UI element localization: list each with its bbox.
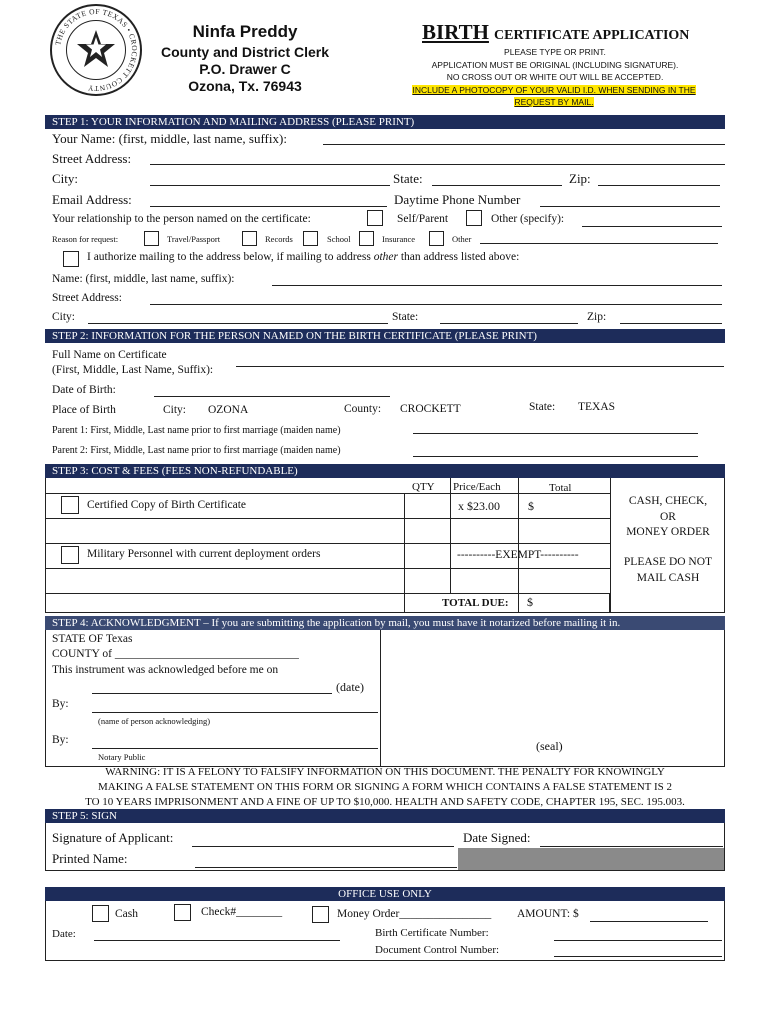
full-name-sublabel: (First, Middle, Last Name, Suffix):: [52, 364, 214, 376]
parent2-field[interactable]: [413, 456, 698, 457]
phone-label: Daytime Phone Number: [394, 192, 521, 207]
office-cash-label: Cash: [115, 908, 138, 920]
street-field[interactable]: [150, 164, 725, 165]
certified-copy-label: Certified Copy of Birth Certificate: [87, 499, 247, 511]
step5-bar: STEP 5: SIGN: [45, 809, 725, 823]
form-title-birth: BIRTH: [422, 20, 489, 44]
office-doc-number-field[interactable]: [554, 956, 722, 957]
notary-public-caption: Notary Public: [98, 752, 146, 762]
date-signed-label: Date Signed:: [463, 830, 531, 845]
office-cash-checkbox[interactable]: [92, 905, 109, 922]
self-parent-label: Self/Parent: [397, 213, 449, 225]
zip-label: Zip:: [569, 171, 591, 186]
step2-bar: STEP 2: INFORMATION FOR THE PERSON NAMED ON THE BIRTH CERTIFICATE (PLEASE PRINT): [45, 329, 725, 343]
seal-star-icon: [52, 6, 140, 94]
clerk-address-line2: Ozona, Tx. 76943: [188, 78, 302, 94]
city-label: City:: [52, 171, 79, 186]
office-money-order-checkbox[interactable]: [312, 906, 329, 923]
school-label: School: [327, 234, 351, 244]
county-seal-logo: [50, 4, 142, 96]
self-parent-checkbox[interactable]: [367, 210, 383, 226]
office-date-field[interactable]: [94, 940, 340, 941]
other-reason-field[interactable]: [480, 243, 718, 244]
authorize-mailing-checkbox[interactable]: [63, 251, 79, 267]
other-specify-field[interactable]: [582, 226, 722, 227]
full-name-field[interactable]: [236, 366, 724, 367]
date-signed-field[interactable]: [540, 846, 723, 847]
clerk-title: County and District Clerk: [160, 44, 330, 60]
mail-zip-label: Zip:: [587, 311, 607, 323]
date-label: (date): [336, 680, 364, 694]
warning-line-2: MAKING A FALSE STATEMENT ON THIS FORM OR SIGNING A FORM WHICH CONTAINS A FALSE STATEMENT IS 2: [97, 781, 672, 793]
pob-city-label: City:: [163, 404, 187, 416]
your-name-field[interactable]: [323, 144, 725, 145]
step1-bar: STEP 1: YOUR INFORMATION AND MAILING ADDRESS (PLEASE PRINT): [45, 115, 725, 129]
phone-field[interactable]: [540, 206, 720, 207]
payment-note-4: PLEASE DO NOT: [623, 556, 713, 568]
office-use-bar: OFFICE USE ONLY: [45, 887, 725, 901]
email-field[interactable]: [150, 206, 387, 207]
office-check-label: Check#________: [201, 906, 283, 918]
office-check-checkbox[interactable]: [174, 904, 191, 921]
payment-note-5: MAIL CASH: [636, 572, 700, 584]
full-name-label: Full Name on Certificate: [52, 349, 167, 361]
mail-state-label: State:: [392, 311, 419, 323]
military-label: Military Personnel with current deployment orders: [87, 548, 321, 560]
records-label: Records: [265, 234, 293, 244]
qty-header: QTY: [412, 481, 435, 493]
office-date-label: Date:: [52, 928, 76, 940]
instruction-no-crossout: NO CROSS OUT OR WHITE OUT WILL BE ACCEPTED.: [446, 72, 664, 82]
records-checkbox[interactable]: [242, 231, 257, 246]
other-reason-checkbox[interactable]: [429, 231, 444, 246]
pob-county-value: CROCKETT: [400, 403, 461, 415]
step4-bar: STEP 4: ACKNOWLEDGMENT – If you are submitting the application by mail, you must have it notarized before mailing it in.: [45, 616, 725, 630]
pob-state-value: TEXAS: [578, 401, 616, 413]
clerk-address-line1: P.O. Drawer C: [199, 61, 291, 77]
seal-label: (seal): [536, 739, 563, 753]
zip-field[interactable]: [598, 185, 720, 186]
shaded-cell: [458, 848, 724, 870]
parent2-label: Parent 2: First, Middle, Last name prior to first marriage (maiden name): [52, 445, 341, 456]
pob-state-label: State:: [529, 401, 556, 413]
mail-city-field[interactable]: [88, 323, 388, 324]
your-name-label: Your Name: (first, middle, last name, suffix):: [52, 131, 287, 146]
fees-row-line: [45, 518, 610, 519]
other-reason-label: Other: [452, 234, 472, 244]
county-of-label: COUNTY of ________________________________: [52, 648, 299, 660]
svg-text:THE STATE OF TEXAS • CROCKETT: THE STATE OF TEXAS • CROCKETT COUNTY: [53, 6, 140, 94]
warning-line-1: WARNING: IT IS A FELONY TO FALSIFY INFORMATION ON THIS DOCUMENT. THE PENALTY FOR KNOWINGLY: [105, 766, 665, 778]
mail-city-label: City:: [52, 311, 76, 323]
fees-row-line: [45, 493, 610, 494]
person-acknowledging-caption: (name of person acknowledging): [98, 716, 211, 726]
notary-signature-field[interactable]: [92, 748, 378, 749]
acknowledgment-divider: [380, 630, 381, 767]
reason-label: Reason for request:: [52, 234, 119, 244]
acknowledging-person-field[interactable]: [92, 712, 378, 713]
parent1-label: Parent 1: First, Middle, Last name prior to first marriage (maiden name): [52, 425, 341, 436]
payment-note-1: CASH, CHECK,: [628, 495, 708, 507]
signature-label: Signature of Applicant:: [52, 830, 174, 845]
total-due-divider: [518, 593, 519, 613]
mail-zip-field[interactable]: [620, 323, 722, 324]
school-checkbox[interactable]: [303, 231, 318, 246]
mail-name-label: Name: (first, middle, last name, suffix):: [52, 273, 235, 285]
email-label: Email Address:: [52, 192, 132, 207]
pob-city-value: OZONA: [208, 404, 249, 416]
military-checkbox[interactable]: [61, 546, 79, 564]
insurance-checkbox[interactable]: [359, 231, 374, 246]
instruction-type-print: PLEASE TYPE OR PRINT.: [504, 47, 606, 57]
travel-passport-checkbox[interactable]: [144, 231, 159, 246]
clerk-name: Ninfa Preddy: [192, 22, 298, 41]
other-relationship-checkbox[interactable]: [466, 210, 482, 226]
insurance-label: Insurance: [382, 234, 416, 244]
warning-line-3: TO 10 YEARS IMPRISONMENT AND A FINE OF UP TO $10,000. HEALTH AND SAFETY CODE, CHAPTER 195, SEC. 195.003.: [85, 796, 685, 808]
total-due-value: $: [527, 595, 533, 609]
step3-bar: STEP 3: COST & FEES (FEES NON-REFUNDABLE): [45, 464, 725, 478]
total-header: Total: [549, 482, 572, 494]
pob-county-label: County:: [344, 403, 382, 415]
office-amount-label: AMOUNT: $: [517, 908, 579, 920]
state-of-label: STATE OF Texas: [52, 633, 133, 645]
dob-label: Date of Birth:: [52, 384, 116, 396]
relationship-label: Your relationship to the person named on the certificate:: [52, 213, 311, 225]
authorize-mailing-label: I authorize mailing to the address below, if mailing to address other than address listed above:: [87, 251, 520, 263]
fees-row-line: [45, 543, 610, 544]
payment-note-2: OR: [660, 511, 676, 523]
price-header: Price/Each: [453, 481, 501, 493]
exempt-label: ----------EXEMPT----------: [457, 549, 579, 561]
state-field[interactable]: [432, 185, 562, 186]
instruction-photocopy: INCLUDE A PHOTOCOPY OF YOUR VALID I.D. WHEN SENDING IN THE: [412, 85, 696, 95]
dob-field[interactable]: [154, 396, 390, 397]
form-title: CERTIFICATE APPLICATION: [494, 28, 690, 43]
mail-name-field[interactable]: [272, 285, 722, 286]
by-label-2: By:: [52, 734, 69, 746]
fees-col-divider-4: [610, 478, 611, 613]
certified-copy-checkbox[interactable]: [61, 496, 79, 514]
by-label-1: By:: [52, 698, 69, 710]
mail-street-field[interactable]: [150, 304, 722, 305]
office-doc-number-label: Document Control Number:: [375, 944, 500, 956]
state-label: State:: [393, 171, 423, 186]
mail-state-field[interactable]: [440, 323, 578, 324]
payment-note-3: MONEY ORDER: [626, 526, 710, 538]
travel-passport-label: Travel/Passport: [167, 234, 221, 244]
certified-copy-total: $: [528, 499, 534, 513]
instruction-original: APPLICATION MUST BE ORIGINAL (INCLUDING SIGNATURE).: [431, 60, 679, 70]
instruction-mail: REQUEST BY MAIL.: [514, 97, 594, 107]
office-bc-number-label: Birth Certificate Number:: [375, 927, 489, 939]
mail-street-label: Street Address:: [52, 292, 122, 304]
acknowledged-date-field[interactable]: [92, 693, 332, 694]
printed-name-label: Printed Name:: [52, 851, 128, 866]
office-amount-field[interactable]: [590, 921, 708, 922]
signature-field[interactable]: [192, 846, 454, 847]
city-field[interactable]: [150, 185, 390, 186]
parent1-field[interactable]: [413, 433, 698, 434]
printed-name-field[interactable]: [195, 867, 457, 868]
place-of-birth-label: Place of Birth: [52, 404, 116, 416]
office-money-order-label: Money Order________________: [337, 908, 492, 920]
instrument-label: This instrument was acknowledged before me on: [52, 664, 279, 676]
street-label: Street Address:: [52, 151, 132, 166]
office-bc-number-field[interactable]: [554, 940, 722, 941]
total-due-label: TOTAL DUE:: [442, 597, 509, 609]
other-specify-label: Other (specify):: [491, 213, 565, 225]
certified-copy-price: x $23.00: [458, 499, 500, 513]
fees-row-line: [45, 568, 610, 569]
